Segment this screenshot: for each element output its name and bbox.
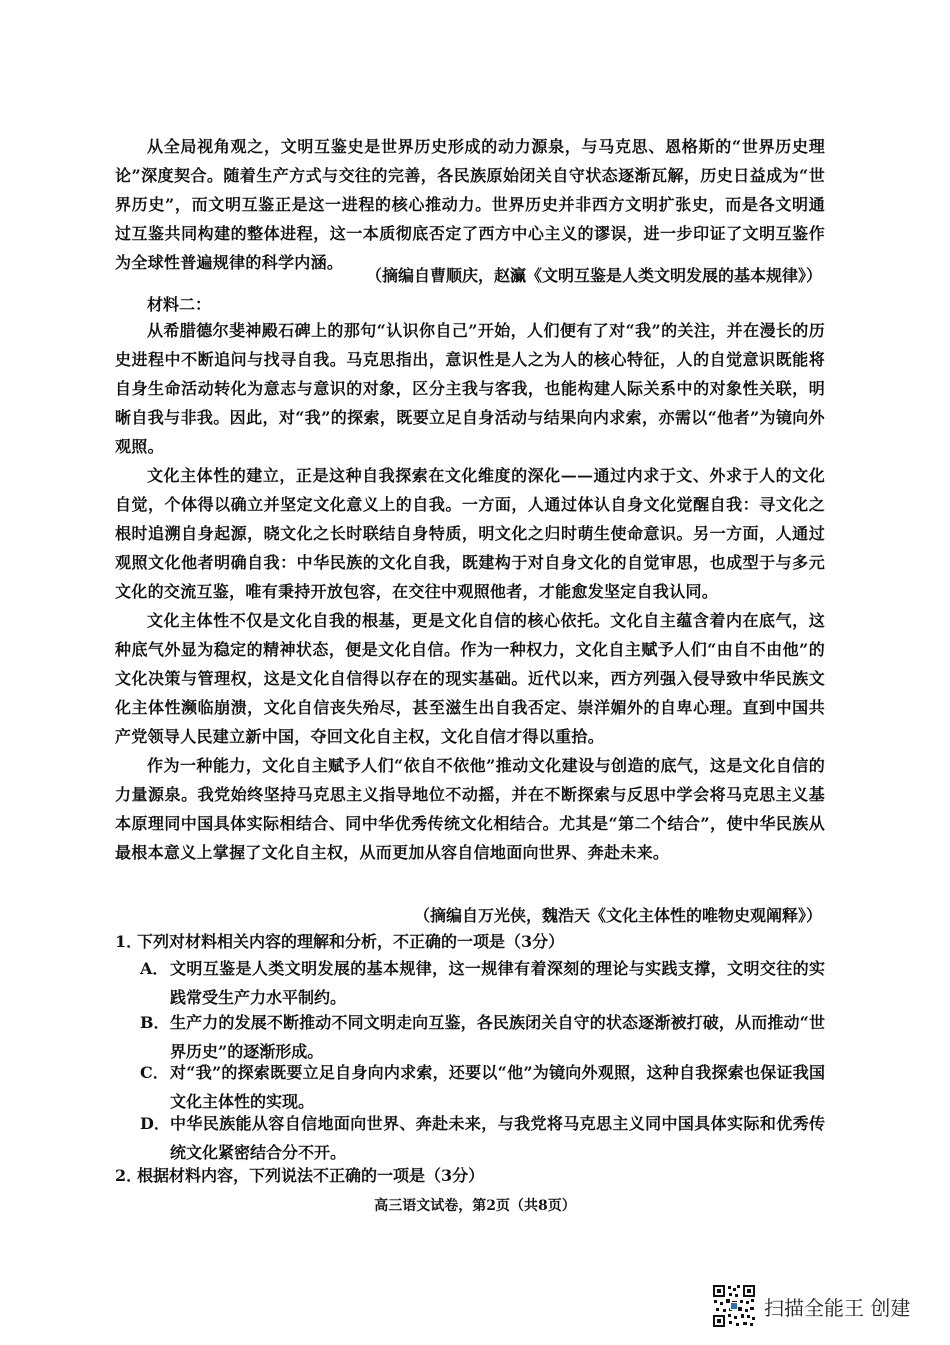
scanner-watermark bbox=[712, 1284, 910, 1328]
option-a bbox=[140, 954, 825, 1012]
option-letter: C． bbox=[140, 1063, 169, 1082]
source-citation-one: （摘编自曹顺庆，赵灜《文明互鉴是人类文明发展的基本规律》） bbox=[365, 266, 822, 285]
option-letter: B． bbox=[140, 1013, 170, 1032]
option-letter: A． bbox=[140, 959, 169, 978]
option-d bbox=[140, 1109, 825, 1167]
watermark-text: 扫描全能王 创建 bbox=[764, 1295, 911, 1320]
qr-code-icon bbox=[712, 1284, 756, 1328]
option-letter: D． bbox=[140, 1114, 170, 1133]
material-one-paragraph bbox=[115, 132, 825, 277]
question-stem: 根据材料内容，下列说法不正确的一项是（3分） bbox=[137, 1166, 485, 1185]
option-text: 生产力的发展不断推动不同文明走向互鉴，各民族闭关自守的状态逐渐被打破，从而推动“世界历史”的逐渐形成。 bbox=[170, 1013, 825, 1061]
material-two-body bbox=[115, 316, 825, 867]
paragraph-text: 从全局视角观之，文明互鉴史是世界历史形成的动力源泉，与马克思、恩格斯的“世界历史理论”深度契合。随着生产方式与交往的完善，各民族原始闭关自守状态逐渐瓦解，历史日益成为“世界历史”，而文明互鉴正是这一进程的核心推动力。世界历史并非西方文明扩张史，而是各文明通过互鉴共同构建的整体进程，这一本质彻底否定了西方中心主义的谬误，进一步印证了文明互鉴作为全球性普遍规律的科学内涵。 bbox=[115, 137, 825, 272]
source-citation-two: （摘编自万光侠，魏浩天《文化主体性的唯物史观阐释》） bbox=[413, 906, 822, 925]
question-number: 1． bbox=[115, 932, 143, 951]
question-number: 2． bbox=[115, 1166, 143, 1185]
option-text: 文明互鉴是人类文明发展的基本规律，这一规律有着深刻的理论与实践支撑，文明交往的实践常受生产力水平制约。 bbox=[170, 959, 825, 1007]
question-one bbox=[115, 930, 825, 954]
option-c bbox=[140, 1058, 825, 1116]
option-text: 对“我”的探索既要立足自身向内求索，还要以“他”为镜向外观照，这种自我探索也保证我国文化主体性的实现。 bbox=[170, 1063, 825, 1111]
page-footer: 高三语文试卷，第2页（共8页） bbox=[374, 1198, 576, 1214]
material-two-paragraph-1: 从希腊德尔斐神殿石碑上的那句“认识你自己”开始，人们便有了对“我”的关注，并在漫长的历史进程中不断追问与找寻自我。马克思指出，意识性是人之为人的核心特征，人的自觉意识既能将自身生命活动转化为意志与意识的对象，区分主我与客我，也能构建人际关系中的对象性关联，明晰自我与非我。因此，对“我”的探索，既要立足自身活动与结果向内求索，亦需以“他者”为镜向外观照。 bbox=[115, 321, 825, 456]
question-two bbox=[115, 1164, 825, 1188]
material-two-paragraph-3: 文化主体性不仅是文化自我的根基，更是文化自信的核心依托。文化自主蕴含着内在底气，这种底气外显为稳定的精神状态，便是文化自信。作为一种权力，文化自主赋予人们“由自不由他”的文化决策与管理权，这是文化自信得以存在的现实基础。近代以来，西方列强入侵导致中华民族文化主体性濒临崩溃，文化自信丧失殆尽，甚至滋生出自我否定、崇洋媚外的自卑心理。直到中国共产党领导人民建立新中国，夺回文化自主权，文化自信才得以重拾。 bbox=[115, 611, 825, 746]
question-stem: 下列对材料相关内容的理解和分析，不正确的一项是（3分） bbox=[137, 932, 565, 951]
material-two-paragraph-2: 文化主体性的建立，正是这种自我探索在文化维度的深化——通过内求于文、外求于人的文化自觉，个体得以确立并坚定文化意义上的自我。一方面，人通过体认自身文化觉醒自我：寻文化之根时追溯自身起源，晓文化之长时联结自身特质，明文化之归时萌生使命意识。另一方面，人通过观照文化他者明确自我：中华民族的文化自我，既建构于对自身文化的自觉审思，也成型于与多元文化的交流互鉴，唯有秉持开放包容，在交往中观照他者，才能愈发坚定自我认同。 bbox=[115, 466, 825, 601]
option-text: 中华民族能从容自信地面向世界、奔赴未来，与我党将马克思主义同中国具体实际和优秀传统文化紧密结合分不开。 bbox=[170, 1114, 825, 1162]
material-two-label: 材料二： bbox=[147, 295, 212, 314]
material-two-paragraph-4: 作为一种能力，文化自主赋予人们“依自不依他”推动文化建设与创造的底气，这是文化自信的力量源泉。我党始终坚持马克思主义指导地位不动摇，并在不断探索与反思中学会将马克思主义基本原理同中国具体实际相结合、同中华优秀传统文化相结合。尤其是“第二个结合”，使中华民族从最根本意义上掌握了文化自主权，从而更加从容自信地面向世界、奔赴未来。 bbox=[115, 756, 825, 862]
